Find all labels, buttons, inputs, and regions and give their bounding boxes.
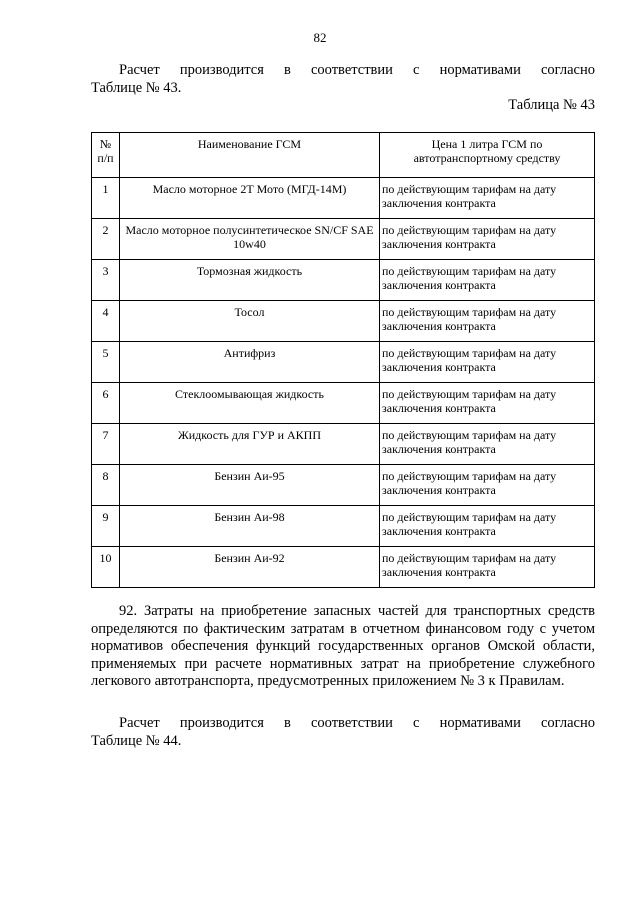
row-number: 6: [92, 383, 120, 424]
column-header-number: № п/п: [92, 133, 120, 178]
fuel-name: Тосол: [120, 301, 380, 342]
price-terms: по действующим тарифам на дату заключения контракта: [380, 219, 595, 260]
table-header-row: [92, 133, 595, 178]
fuel-name: Тормозная жидкость: [120, 260, 380, 301]
fuel-lubricants-table: [91, 132, 595, 588]
column-header-price: Цена 1 литра ГСМ по автотранспортному средству: [380, 133, 595, 178]
price-terms: по действующим тарифам на дату заключения контракта: [380, 547, 595, 588]
price-terms: по действующим тарифам на дату заключения контракта: [380, 260, 595, 301]
price-terms: по действующим тарифам на дату заключения контракта: [380, 465, 595, 506]
table-body: [92, 178, 595, 588]
row-number: 3: [92, 260, 120, 301]
paragraph-calculation-44: [91, 715, 595, 750]
column-header-name: Наименование ГСМ: [120, 133, 380, 178]
page-number: 82: [313, 30, 327, 45]
price-terms: по действующим тарифам на дату заключения контракта: [380, 506, 595, 547]
row-number: 7: [92, 424, 120, 465]
table-row: [92, 506, 595, 547]
paragraph-text: 92. Затраты на приобретение запасных частей для транспортных средств определяются по фактическим затратам в отчетном финансовом году с учетом нормативов обеспечения функций государственных органов Омской области, применяемых при расчете нормативных затрат на приобретение служебного легкового автотранспорта, предусмотренных приложением № 3 к Правилам.: [91, 603, 595, 689]
table-row: [92, 465, 595, 506]
fuel-name: Масло моторное 2Т Мото (МГД-14М): [120, 178, 380, 219]
fuel-name: Бензин Аи-95: [120, 465, 380, 506]
paragraph-line: Таблице № 43.: [91, 79, 182, 96]
paragraph-spare-parts: [91, 603, 595, 691]
row-number: 10: [92, 547, 120, 588]
fuel-name: Антифриз: [120, 342, 380, 383]
row-number: 9: [92, 506, 120, 547]
table-caption: Таблица № 43: [508, 97, 595, 113]
fuel-name: Бензин Аи-98: [120, 506, 380, 547]
price-terms: по действующим тарифам на дату заключения контракта: [380, 383, 595, 424]
fuel-name: Стеклоомывающая жидкость: [120, 383, 380, 424]
table-row: [92, 383, 595, 424]
price-terms: по действующим тарифам на дату заключения контракта: [380, 342, 595, 383]
fuel-name: Масло моторное полусинтетическое SN/CF SAE 10w40: [120, 219, 380, 260]
table-row: [92, 547, 595, 588]
table-row: [92, 301, 595, 342]
table-row: [92, 260, 595, 301]
row-number: 1: [92, 178, 120, 219]
table-row: [92, 342, 595, 383]
row-number: 4: [92, 301, 120, 342]
paragraph-line: Таблице № 44.: [91, 732, 182, 749]
table-row: [92, 219, 595, 260]
fuel-name: Жидкость для ГУР и АКПП: [120, 424, 380, 465]
price-terms: по действующим тарифам на дату заключения контракта: [380, 301, 595, 342]
table-row: [92, 424, 595, 465]
paragraph-line: [91, 62, 595, 80]
row-number: 5: [92, 342, 120, 383]
paragraph-calculation-43: [91, 62, 595, 97]
paragraph-line: [91, 715, 595, 733]
row-number: 8: [92, 465, 120, 506]
fuel-name: Бензин Аи-92: [120, 547, 380, 588]
paragraph-text: Расчет производится в соответствии с нормативами согласно: [119, 62, 595, 78]
paragraph-text: Расчет производится в соответствии с нормативами согласно: [119, 715, 595, 731]
row-number: 2: [92, 219, 120, 260]
price-terms: по действующим тарифам на дату заключения контракта: [380, 178, 595, 219]
table-row: [92, 178, 595, 219]
price-terms: по действующим тарифам на дату заключения контракта: [380, 424, 595, 465]
